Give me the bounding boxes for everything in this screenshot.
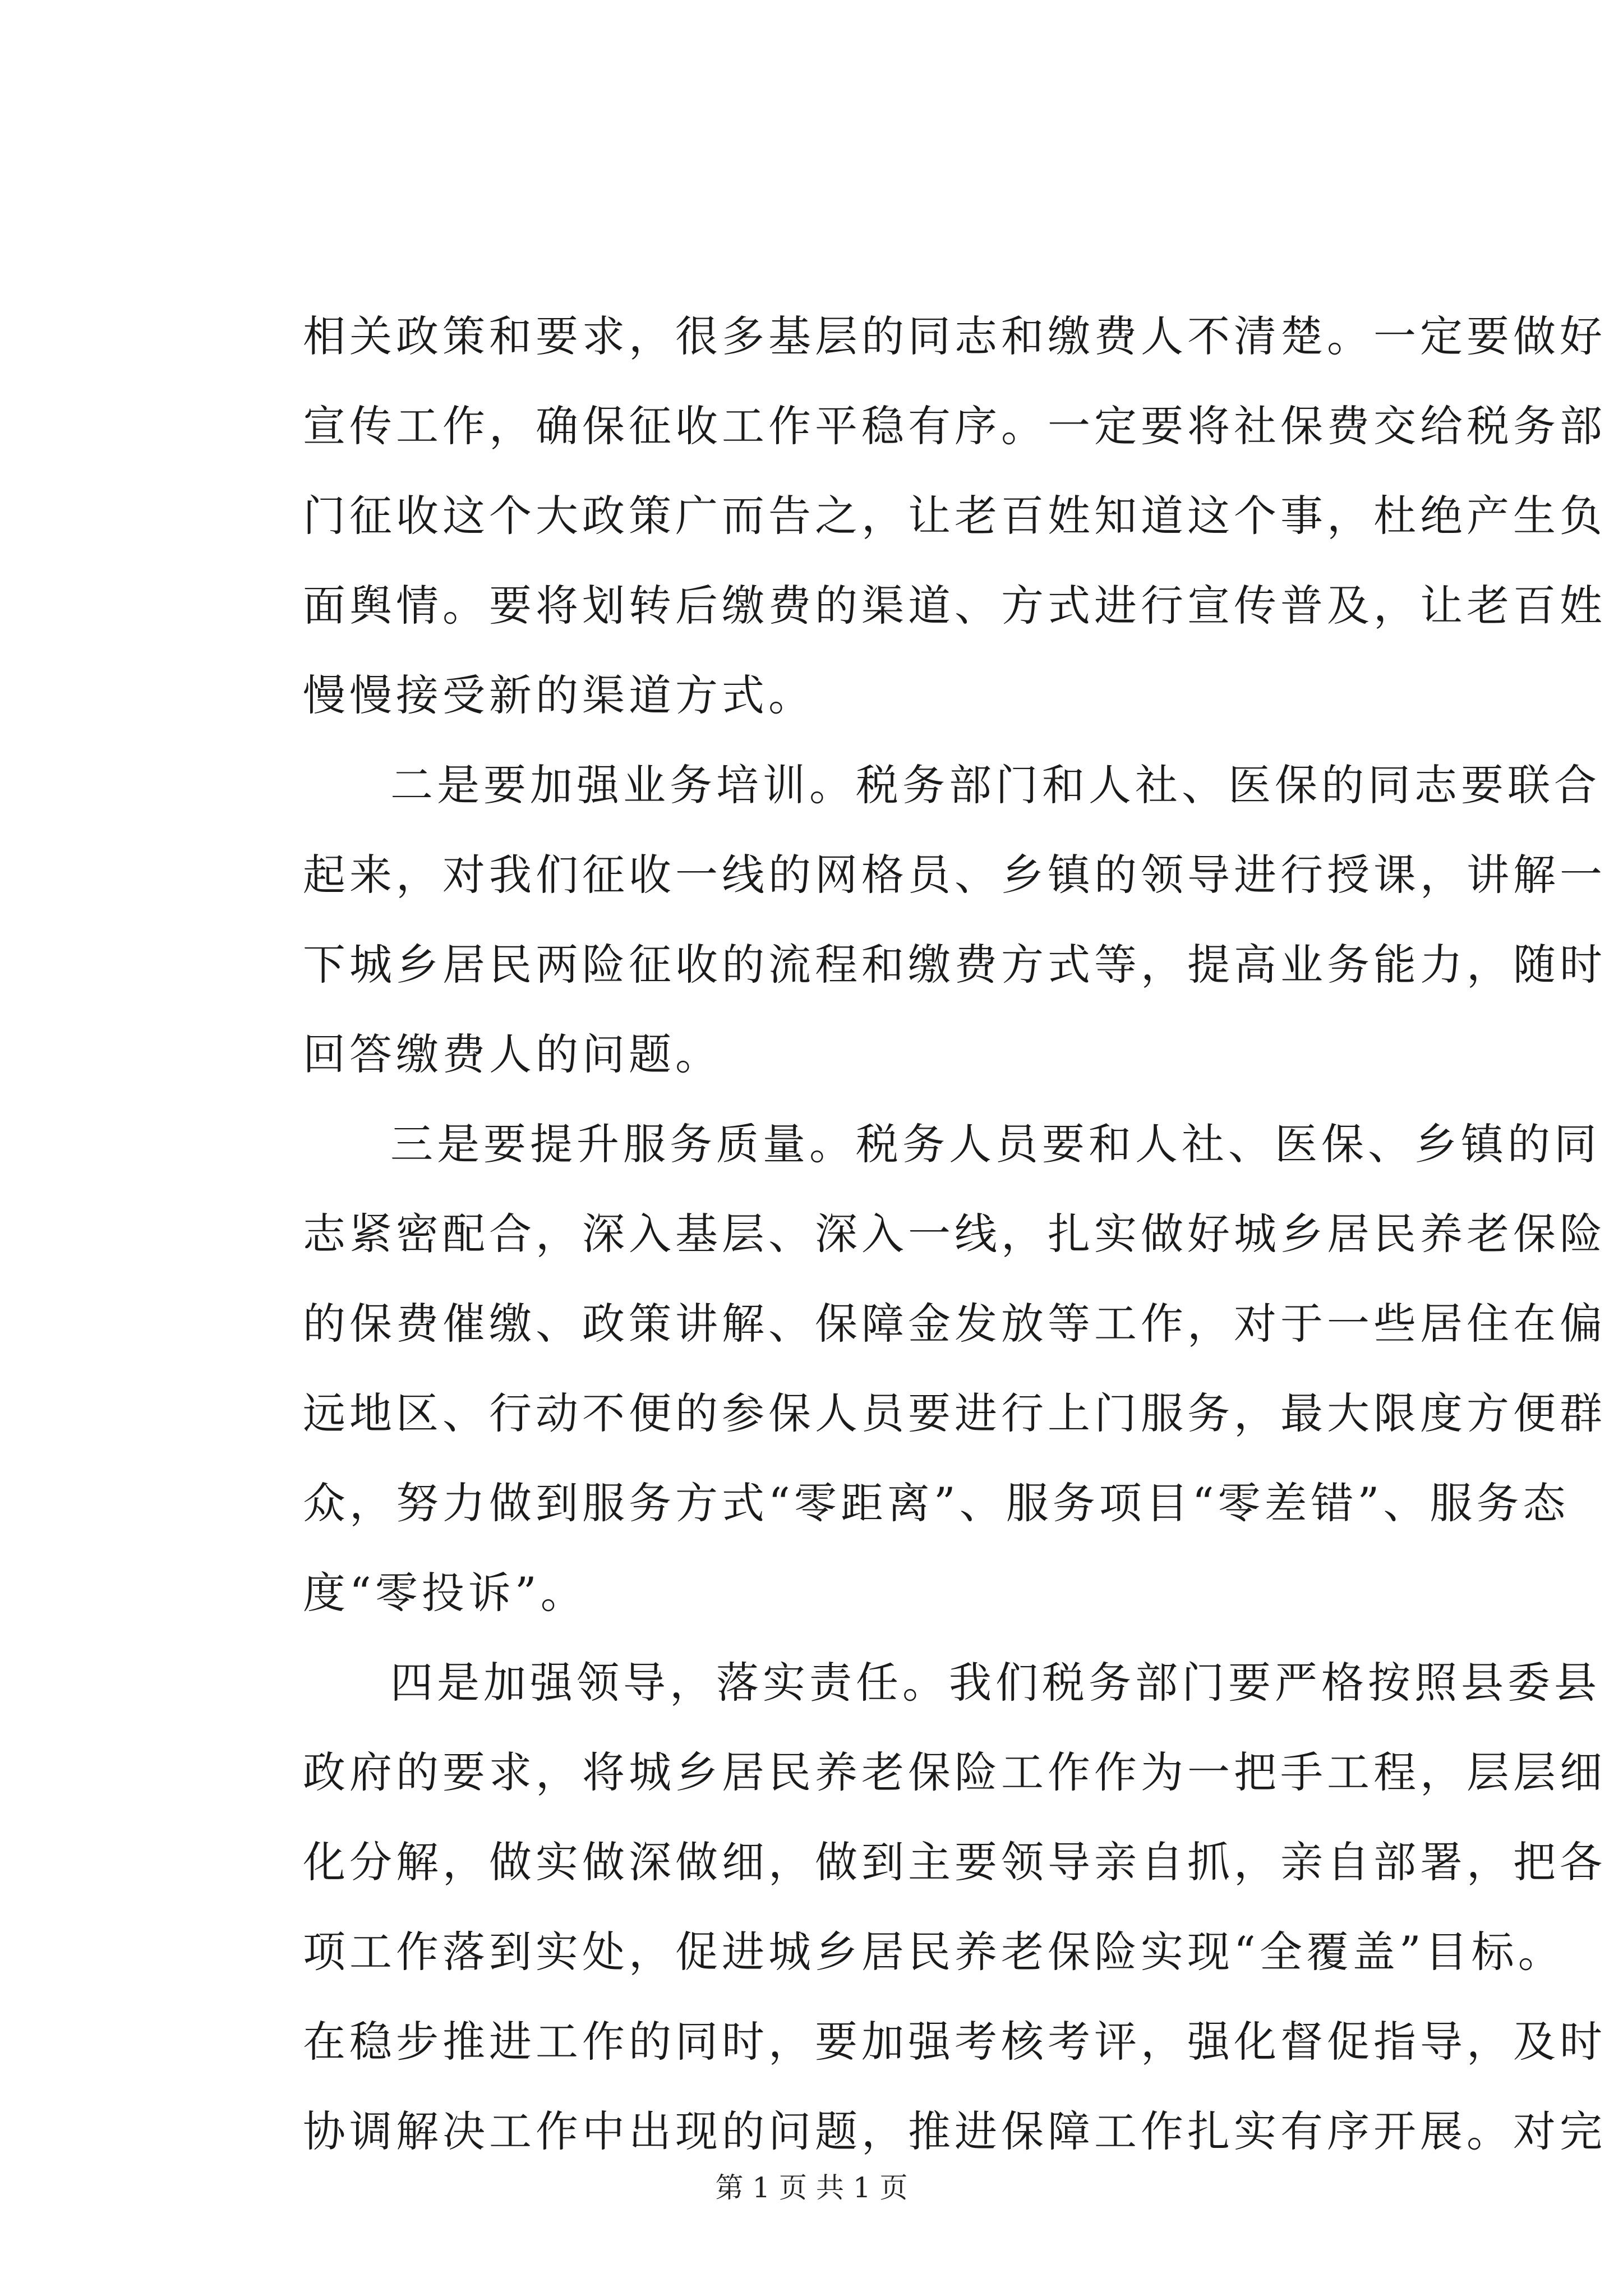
paragraph-line: 政府的要求，将城乡居民养老保险工作作为一把手工程，层层细 (303, 1747, 1606, 1797)
paragraph-line: 回答缴费人的问题。 (303, 1029, 722, 1079)
paragraph-line: 起来，对我们征收一线的网格员、乡镇的领导进行授课，讲解一 (303, 850, 1606, 900)
paragraph-line: 的保费催缴、政策讲解、保障金发放等工作，对于一些居住在偏 (303, 1299, 1606, 1349)
paragraph-line: 在稳步推进工作的同时，要加强考核考评，强化督促指导，及时 (303, 2017, 1606, 2067)
paragraph-line: 协调解决工作中出现的问题，推进保障工作扎实有序开展。对完 (303, 2106, 1606, 2156)
paragraph-first-line: 三是要提升服务质量。税务人员要和人社、医保、乡镇的同 (390, 1119, 1601, 1169)
paragraph-line: 相关政策和要求，很多基层的同志和缴费人不清楚。一定要做好 (303, 311, 1606, 361)
paragraph-line: 远地区、行动不便的参保人员要进行上门服务，最大限度方便群 (303, 1388, 1606, 1438)
paragraph-line: 众，努力做到服务方式“零距离”、服务项目“零差错”、服务态 (303, 1478, 1570, 1528)
paragraph-first-line: 四是加强领导，落实责任。我们税务部门要严格按照县委县 (390, 1658, 1601, 1708)
page-number-footer: 第 1 页 共 1 页 (715, 2171, 908, 2204)
paragraph-first-line: 二是要加强业务培训。税务部门和人社、医保的同志要联合 (390, 760, 1601, 810)
paragraph-line: 志紧密配合，深入基层、深入一线，扎实做好城乡居民养老保险 (303, 1209, 1606, 1259)
paragraph-line: 慢慢接受新的渠道方式。 (303, 670, 815, 720)
paragraph-line: 宣传工作，确保征收工作平稳有序。一定要将社保费交给税务部 (303, 401, 1606, 451)
paragraph-line: 化分解，做实做深做细，做到主要领导亲自抓，亲自部署，把各 (303, 1837, 1606, 1887)
paragraph-line: 度“零投诉”。 (303, 1568, 587, 1618)
paragraph-line: 门征收这个大政策广而告之，让老百姓知道这个事，杜绝产生负 (303, 491, 1606, 541)
paragraph-line: 项工作落到实处，促进城乡居民养老保险实现“全覆盖”目标。 (303, 1927, 1565, 1977)
paragraph-line: 下城乡居民两险征收的流程和缴费方式等，提高业务能力，随时 (303, 940, 1606, 990)
paragraph-line: 面舆情。要将划转后缴费的渠道、方式进行宣传普及，让老百姓 (303, 581, 1606, 631)
